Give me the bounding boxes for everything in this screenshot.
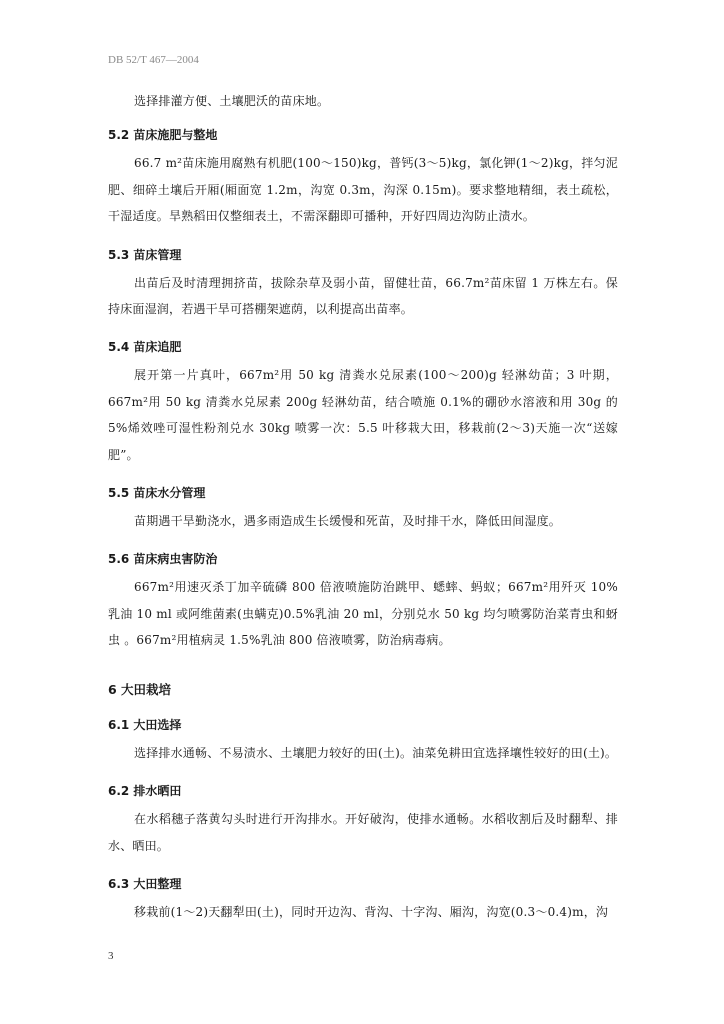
section-heading-5-5: 5.5 苗床水分管理	[108, 486, 206, 501]
chapter-heading-6: 6 大田栽培	[108, 681, 172, 697]
document-code-header: DB 52/T 467—2004	[108, 54, 199, 66]
paragraph: 66.7 m²苗床施用腐熟有机肥(100～150)kg，普钙(3～5)kg，氯化钾(1～2)kg，拌匀泥肥、细碎土壤后开厢(厢面宽 1.2m，沟宽 0.3m，沟深 0.15m)。要求整地精细，表土疏松，干湿适度。旱熟稻田仅整细表土，不需深翻即可播种，开好四周边沟防止渍水。	[108, 156, 618, 224]
section-heading-6-1: 6.1 大田选择	[108, 717, 182, 732]
paragraph: 在水稻穗子落黄勾头时进行开沟排水。开好破沟，使排水通畅。水稻收割后及时翻犁、排水、晒田。	[108, 812, 618, 853]
paragraph: 出苗后及时清理拥挤苗，拔除杂草及弱小苗，留健壮苗，66.7m²苗床留 1 万株左右。保持床面湿润，若遇干旱可搭棚架遮荫，以利提高出苗率。	[108, 275, 618, 317]
section-heading-6-3: 6.3 大田整理	[108, 876, 182, 891]
paragraph: 展开第一片真叶，667m²用 50 kg 清粪水兑尿素(100～200)g 轻淋幼苗；3 叶期，667m²用 50 kg 清粪水兑尿素 200g 轻淋幼苗，结合喷施 0.1%的硼砂水溶液和用 30g 的 5%烯效唑可湿性粉剂兑水 30kg 喷雾一次：5.5 叶移栽大田，移栽前(2～3)天施一次“送嫁肥”。	[108, 368, 618, 462]
document-body	[108, 88, 618, 925]
section-heading-5-3: 5.3 苗床管理	[108, 247, 182, 262]
page-number: 3	[108, 950, 114, 962]
paragraph: 667m²用速灭杀丁加辛硫磷 800 倍液喷施防治跳甲、蟋蟀、蚂蚁；667m²用歼灭 10%乳油 10 ml 或阿维菌素(虫螨克)0.5%乳油 20 ml，分别兑水 50 kg 均匀喷雾防治菜青虫和蚜虫 。667m²用植病灵 1.5%乳油 800 倍液喷雾，防治病毒病。	[108, 580, 618, 648]
section-heading-6-2: 6.2 排水晒田	[108, 784, 182, 799]
paragraph: 移栽前(1～2)天翻犁田(土)，同时开边沟、背沟、十字沟、厢沟，沟宽(0.3～0.4)m，沟	[134, 904, 609, 919]
section-heading-5-4: 5.4 苗床追肥	[108, 340, 182, 355]
section-heading-5-6: 5.6 苗床病虫害防治	[108, 552, 218, 567]
paragraph: 选择排水通畅、不易渍水、土壤肥力较好的田(土)。油菜免耕田宜选择壤性较好的田(土)。	[134, 745, 618, 760]
section-heading-5-2: 5.2 苗床施肥与整地	[108, 128, 218, 143]
paragraph: 选择排灌方便、土壤肥沃的苗床地。	[134, 94, 330, 108]
paragraph: 苗期遇干旱勤浇水，遇多雨造成生长缓慢和死苗，及时排干水，降低田间湿度。	[134, 514, 562, 529]
